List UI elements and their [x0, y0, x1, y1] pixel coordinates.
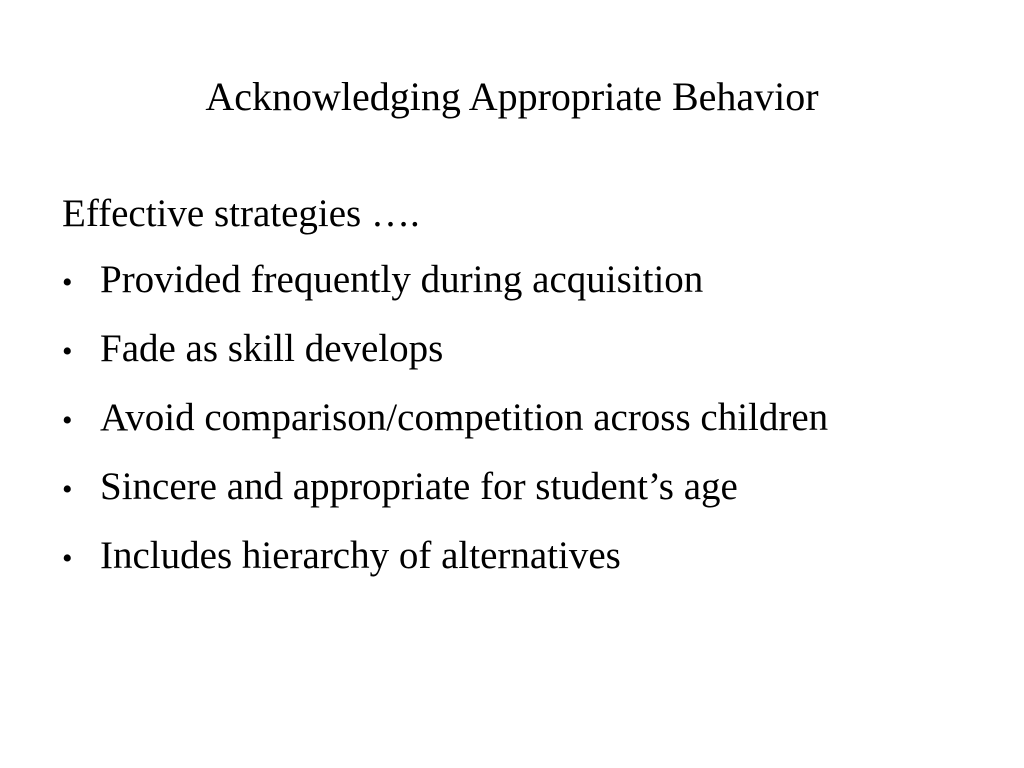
- bullet-icon: •: [62, 542, 73, 575]
- bullet-item: [62, 254, 1002, 309]
- bullet-item: [62, 323, 1002, 378]
- bullet-item: [62, 461, 1002, 516]
- bullet-item: [62, 392, 1002, 447]
- bullet-item: [62, 530, 1002, 585]
- bullet-list: [62, 254, 1002, 585]
- bullet-icon: •: [62, 404, 73, 437]
- bullet-text: Provided frequently during acquisition: [100, 258, 704, 301]
- bullet-icon: •: [62, 266, 73, 299]
- bullet-text: Includes hierarchy of alternatives: [100, 534, 621, 577]
- bullet-text: Avoid comparison/competition across children: [100, 396, 829, 439]
- bullet-icon: •: [62, 473, 73, 506]
- bullet-text: Sincere and appropriate for student’s age: [100, 465, 738, 508]
- intro-text: Effective strategies ….: [62, 192, 420, 235]
- slide-title: Acknowledging Appropriate Behavior: [205, 74, 819, 119]
- bullet-text: Fade as skill develops: [100, 327, 444, 370]
- slide-body: [62, 188, 1002, 599]
- bullet-icon: •: [62, 335, 73, 368]
